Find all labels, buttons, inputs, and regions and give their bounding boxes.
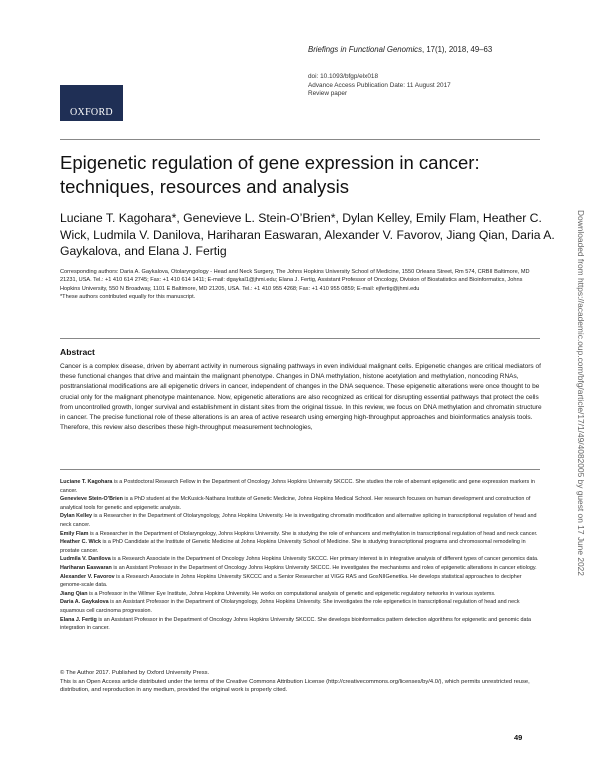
author-bio [60,573,542,590]
bio-author-name: Alexander V. Favorov [60,573,115,580]
bio-author-name: Elana J. Fertig [60,616,97,623]
copyright-line: © The Author 2017. Published by Oxford University Press. [60,670,210,676]
bio-author-name: Ludmila V. Danilova [60,556,111,563]
bio-author-name: Jiang Qian [60,590,88,597]
author-bio [60,564,542,573]
bio-author-name: Emily Flam [60,530,89,537]
bio-author-name: Genevieve Stein-O’Brien [60,496,123,503]
bio-text: is a Researcher in the Department of Otolaryngology, Johns Hopkins University. She is studying the role of enhancers and methylation in transcriptional regulation of head and neck cancer. [88,530,538,537]
advance-access-date: Advance Access Publication Date: 11 August 2017 [308,81,451,89]
download-note: Downloaded from https://academic.oup.com/bfg/article/17/1/49/4082005 by guest on 17 June 2022 [576,210,586,576]
logo-text: OXFORD [70,107,113,118]
oxford-logo [60,85,123,121]
article-title: Epigenetic regulation of gene expression in cancer: techniques, resources and analysis [60,152,480,197]
author-bio [60,478,542,495]
author-bio [60,512,542,529]
author-bio [60,590,542,599]
abstract-heading: Abstract [60,347,95,357]
author-bio [60,538,542,555]
bio-text: is a Professor in the Wilmer Eye Institute, Johns Hopkins University. He works on computational analysis of genetic and epigenetic regulatory networks in various systems. [87,590,496,597]
bio-author-name: Heather C. Wick [60,539,101,546]
bio-author-name: Daria A. Gaykalova [60,599,109,606]
corresponding-text: Corresponding authors: Daria A. Gaykalova, Otolaryngology - Head and Neck Surgery, The Johns Hopkins University School of Medicine, 1550 Orleans Street, Rm 574, CRBII Baltimore, MD 21231, USA. Tel.: +1 410 614 2745; Fax: +1 410 614 1411; E-mail: dgaykal1@jhmi.edu; Elana J. Fertig, Assistant Professor of Oncology, Division of Biostatistics and Bioinformatics, Johns Hopkins University, 550 N Broadway, 1101 E Baltimore, MD 21205, USA. Tel.: +1 410 955 4268; Fax: +1 410 955 0859; E-mail: ejfertig@jhmi.edu [60,269,530,292]
author-bio [60,598,542,615]
article-type: Review paper [308,90,348,97]
author-bio [60,555,542,564]
copyright-block [60,669,542,695]
bio-text: is a Researcher in the Department of Otolaryngology, Johns Hopkins University. He is investigating chromatin modification and alternative splicing in transcriptional regulation of head and neck cancer. [60,513,537,528]
article-meta [308,73,451,99]
bio-author-name: Dylan Kelley [60,513,93,520]
equal-contribution-note: *These authors contributed equally for this manuscript. [60,294,196,301]
bio-text: is a PhD student at the McKusick-Nathans Institute of Genetic Medicine, Johns Hopkins Medical School. Her research focuses on human development and construction of analytical tools for genetic and epigenetic analysis. [60,496,531,511]
journal-citation [308,45,492,54]
bio-text: is an Assistant Professor in the Department of Oncology Johns Hopkins University SKCCC. He investigates the mechanisms and roles of epigenetic alterations in cancer etiology. [111,564,537,571]
bio-text: is an Assistant Professor in the Department of Oncology Johns Hopkins University SKCCC. She develops bioinformatics pattern detection algorithms for epigenetic and genomic data integration in cancer. [60,616,532,632]
abstract-text: Cancer is a complex disease, driven by aberrant activity in numerous signaling pathways in even individual malignant cells. Epigenetic changes are critical mediators of these functional changes that drive and maintain the malignant phenotype. Changes in DNA methylation, histone acetylation and methylation, noncoding RNAs, posttranslational modifications are all epigenetic drivers in cancer, independent of changes in the DNA sequence. These epigenetic alterations were once thought to be crucial only for the malignant phenotype maintenance. Now, epigenetic alterations are also recognized as critical for disrupting essential pathways that protect the cells from uncontrolled growth, longer survival and establishment in distant sites from the original tissue. In this review, we focus on DNA methylation and chromatin structure in cancer. The precise functional role of these alterations is an area of active research using emerging high-throughput approaches and bioinformatics analysis tools. Therefore, this review also describes these high-throughput measurement technologies, [60,363,542,432]
abstract-bottom-rule [60,469,540,470]
header-divider [60,139,540,140]
download-watermark [576,210,588,750]
page-number: 49 [514,733,523,742]
corresponding-authors [60,268,540,302]
doi-link[interactable]: doi: 10.1093/bfgp/elx018 [308,73,379,80]
journal-volume: , 17(1), 2018, 49–63 [421,45,493,54]
abstract-top-rule [60,338,540,339]
author-bio [60,530,542,539]
author-list: Luciane T. Kagohara*, Genevieve L. Stein-O’Brien*, Dylan Kelley, Emily Flam, Heather C. Wick, Ludmila V. Danilova, Hariharan Easwaran, Alexander V. Favorov, Jiang Qian, Daria A. Gaykalova, and Elana J. Fertig [60,211,555,258]
license-text: This is an Open Access article distributed under the terms of the Creative Commons Attribution License (http://creativecommons.org/licenses/by/4.0/), which permits unrestricted reuse, distribution, and reproduction in any medium, provided the original work is properly cited. [60,678,530,694]
bio-text: is an Assistant Professor in the Department of Otolaryngology, Johns Hopkins University. She investigates the role epigenetics in transcriptional regulation of head and neck squamous cell carcinoma progression. [60,599,520,614]
bio-author-name: Luciane T. Kagohara [60,479,113,485]
journal-name: Briefings in Functional Genomics [308,45,422,54]
bio-text: is a Postdoctoral Research Fellow in the Department of Oncology Johns Hopkins University SKCCC. She studies the role of aberrant epigenetic and gene expression markers in cancer. [60,479,535,494]
bio-text: is a Research Associate in the Department of Oncology Johns Hopkins University SKCCC. Her primary interest is in integrative analysis of different types of cancer genomics data. [110,556,539,563]
bio-text: is a PhD Candidate at the Institute of Genetic Medicine at Johns Hopkins University School of Medicine. She is studying transcriptional programs and chromosomal remodeling in prostate cancer. [60,539,526,554]
author-bio [60,495,542,512]
author-bio [60,616,542,633]
bio-author-name: Hariharan Easwaran [60,564,112,571]
bio-text: is a Research Associate in Johns Hopkins University SKCCC and a Senior Researcher at VIGG RAS and GosNIIGenetika. He develops statistical approaches to decipher genome-scale data. [60,573,522,589]
author-bios [60,478,542,633]
